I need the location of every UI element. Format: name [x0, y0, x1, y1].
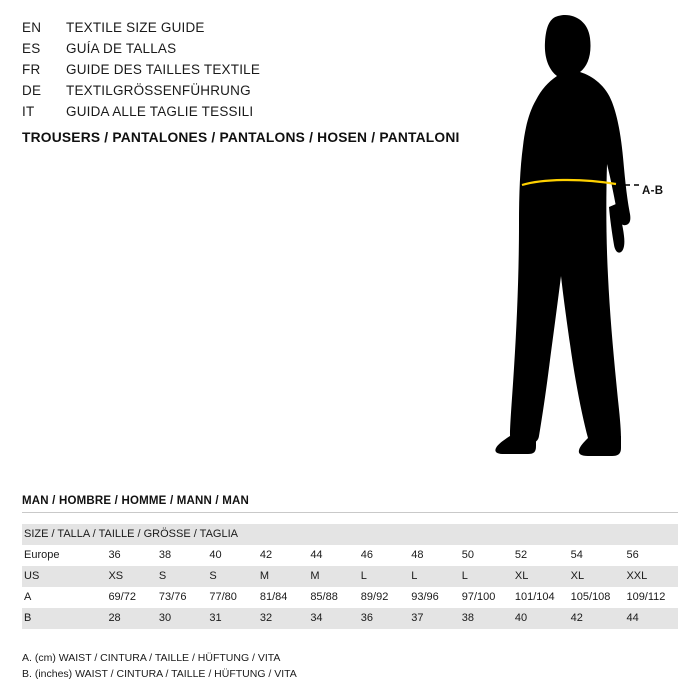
language-row: [22, 83, 492, 104]
table-row: [22, 545, 678, 566]
cell: 85/88: [306, 587, 356, 608]
cell: 44: [622, 608, 678, 629]
cell: 52: [511, 545, 567, 566]
cell: XL: [567, 566, 623, 587]
row-label: B: [22, 608, 104, 629]
language-text: GUIDA ALLE TAGLIE TESSILI: [66, 104, 254, 119]
size-table: [22, 524, 678, 629]
language-code: IT: [22, 104, 35, 119]
language-text: TEXTILE SIZE GUIDE: [66, 20, 205, 35]
cell: L: [357, 566, 407, 587]
cell: 42: [256, 545, 306, 566]
table-header-row: [22, 524, 678, 545]
cell: XXL: [622, 566, 678, 587]
cell: XL: [511, 566, 567, 587]
row-label: US: [22, 566, 104, 587]
measure-label-ab: A-B: [642, 185, 664, 197]
cell: 40: [511, 608, 567, 629]
cell: 97/100: [458, 587, 511, 608]
language-list: [22, 20, 492, 125]
man-silhouette-illustration: [430, 8, 680, 468]
cell: 38: [458, 608, 511, 629]
cell: M: [256, 566, 306, 587]
cell: 36: [357, 608, 407, 629]
language-text: GUÍA DE TALLAS: [66, 41, 177, 56]
cell: 105/108: [567, 587, 623, 608]
cell: 31: [205, 608, 255, 629]
footnotes: [22, 650, 678, 682]
cell: M: [306, 566, 356, 587]
table-row: [22, 566, 678, 587]
footnote-a: A. (cm) WAIST / CINTURA / TAILLE / HÜFTUNG / VITA: [22, 652, 281, 664]
cell: 30: [155, 608, 205, 629]
language-code: ES: [22, 41, 41, 56]
cell: 69/72: [104, 587, 154, 608]
language-code: EN: [22, 20, 42, 35]
cell: 56: [622, 545, 678, 566]
language-row: [22, 41, 492, 62]
language-row: [22, 20, 492, 41]
cell: 32: [256, 608, 306, 629]
cell: 81/84: [256, 587, 306, 608]
cell: 42: [567, 608, 623, 629]
table-group-title: MAN / HOMBRE / HOMME / MANN / MAN: [22, 495, 678, 513]
cell: 73/76: [155, 587, 205, 608]
table-row: [22, 608, 678, 629]
cell: 44: [306, 545, 356, 566]
cell: 38: [155, 545, 205, 566]
language-row: [22, 104, 492, 125]
cell: S: [155, 566, 205, 587]
cell: 28: [104, 608, 154, 629]
language-code: DE: [22, 83, 42, 98]
language-text: TEXTILGRÖSSENFÜHRUNG: [66, 83, 251, 98]
cell: 37: [407, 608, 457, 629]
cell: L: [407, 566, 457, 587]
cell: 89/92: [357, 587, 407, 608]
cell: 40: [205, 545, 255, 566]
cell: 101/104: [511, 587, 567, 608]
cell: 109/112: [622, 587, 678, 608]
cell: L: [458, 566, 511, 587]
table-row: [22, 587, 678, 608]
cell: S: [205, 566, 255, 587]
cell: 93/96: [407, 587, 457, 608]
cell: XS: [104, 566, 154, 587]
row-label: Europe: [22, 545, 104, 566]
cell: 77/80: [205, 587, 255, 608]
footnote-b: B. (inches) WAIST / CINTURA / TAILLE / HÜFTUNG / VITA: [22, 668, 297, 680]
cell: 36: [104, 545, 154, 566]
cell: 34: [306, 608, 356, 629]
language-code: FR: [22, 62, 41, 77]
row-label: A: [22, 587, 104, 608]
table-header-label: SIZE / TALLA / TAILLE / GRÖSSE / TAGLIA: [22, 524, 678, 545]
language-text: GUIDE DES TAILLES TEXTILE: [66, 62, 261, 77]
cell: 46: [357, 545, 407, 566]
cell: 50: [458, 545, 511, 566]
language-row: [22, 62, 492, 83]
cell: 54: [567, 545, 623, 566]
cell: 48: [407, 545, 457, 566]
garment-type-title: TROUSERS / PANTALONES / PANTALONS / HOSEN / PANTALONI: [22, 130, 460, 145]
